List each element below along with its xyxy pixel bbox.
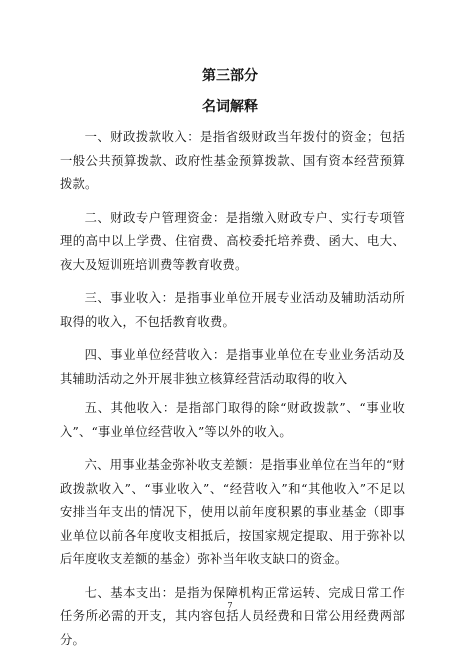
section-title: 第三部分 (202, 68, 258, 84)
paragraph-business-fund: 六、用事业基金弥补收支差额：是指事业单位在当年的“财政拨款收入”、“事业收入”、“经营收入”和“其他收入”不足以安排当年支出的情况下，使用以前年度积累的事业基金（即事业单位以前各年度收支相抵后，按国家规定提取、用于弥补以后年度收支差额的基金）弥补当年收支缺口的资金。 (60, 458, 405, 566)
paragraph-fiscal-special-account: 二、财政专户管理资金：是指缴入财政专户、实行专项管理的高中以上学费、住宿费、高校委托培养费、函大、电大、夜大及短训班培训费等教育收费。 (60, 210, 405, 272)
paragraph-operating-income: 四、事业单位经营收入：是指事业单位在专业业务活动及其辅助活动之外开展非独立核算经营活动取得的收入 (60, 348, 405, 386)
page-number: 7 (227, 601, 233, 610)
paragraph-financial-appropriation: 一、财政拨款收入：是指省级财政当年拨付的资金；包括一般公共预算拨款、政府性基金预算拨款、国有资本经营预算拨款。 (60, 130, 405, 191)
paragraph-basic-expenditure: 七、基本支出：是指为保障机构正常运转、完成日常工作任务所必需的开支，其内容包括人员经费和日常公用经费两部分。 (60, 585, 405, 647)
paragraph-other-income: 五、其他收入：是指部门取得的除“财政拨款”、“事业收入”、“事业单位经营收入”等以外的收入。 (60, 401, 405, 439)
body-text (60, 126, 405, 662)
sub-title: 名词解释 (202, 99, 258, 115)
paragraph-business-income: 三、事业收入：是指事业单位开展专业活动及辅助活动所取得的收入，不包括教育收费。 (60, 291, 405, 329)
